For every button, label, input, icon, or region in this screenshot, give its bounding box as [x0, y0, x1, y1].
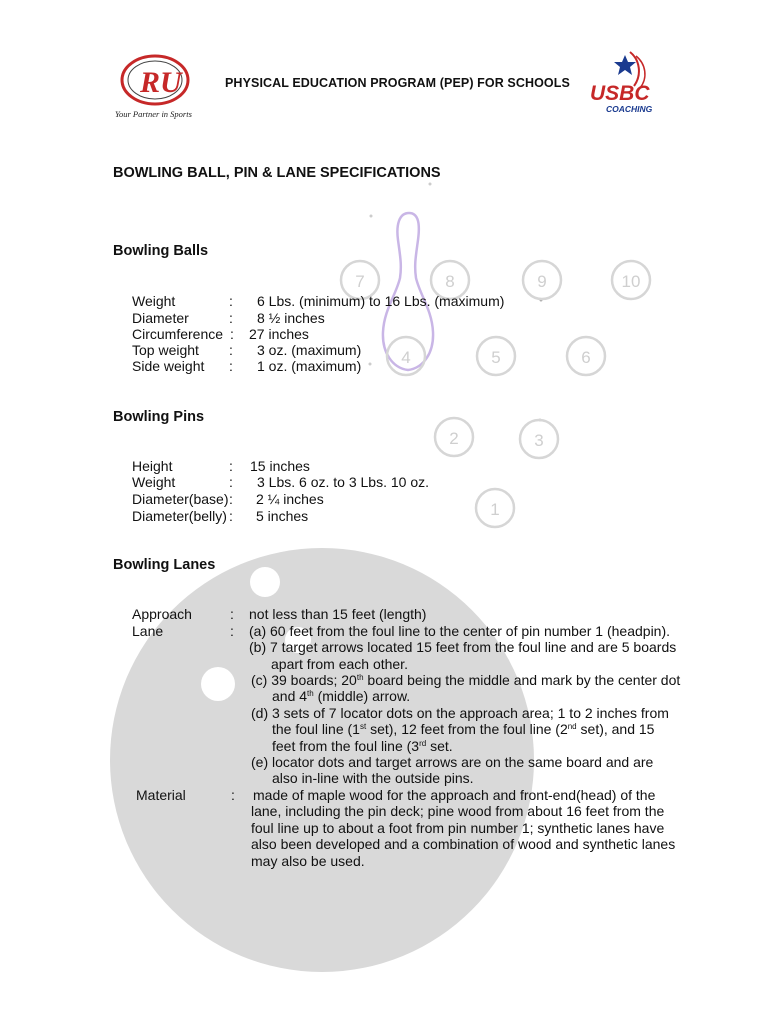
- lane-text: (c) 39 boards; 20: [251, 672, 357, 688]
- spec-value: 8 ½ inches: [257, 310, 325, 326]
- spec-value: 6 Lbs. (minimum) to 16 Lbs. (maximum): [257, 293, 505, 309]
- spec-colon: :: [229, 358, 233, 374]
- ru-logo: [115, 56, 193, 119]
- superscript: nd: [567, 722, 577, 731]
- spec-colon: :: [229, 310, 233, 326]
- pin-number: 8: [445, 272, 455, 291]
- ru-logo-text: RU: [140, 66, 182, 99]
- spec-colon: :: [230, 606, 234, 622]
- spec-label: Weight: [132, 474, 176, 490]
- document-title: BOWLING BALL, PIN & LANE SPECIFICATIONS: [113, 165, 441, 181]
- spec-colon: :: [229, 474, 233, 490]
- spec-label: Diameter: [132, 310, 189, 326]
- spec-colon: :: [229, 458, 233, 474]
- lane-spec-line: (d) 3 sets of 7 locator dots on the approach area; 1 to 2 inches from: [251, 705, 669, 721]
- lane-text: board being the middle and mark by the center dot: [363, 672, 681, 688]
- superscript: st: [359, 722, 367, 731]
- usbc-logo-sub: COACHING: [606, 104, 653, 114]
- lane-text: (middle) arrow.: [313, 688, 411, 704]
- spec-label: Material: [136, 787, 186, 803]
- spec-value: 3 Lbs. 6 oz. to 3 Lbs. 10 oz.: [257, 474, 429, 490]
- spec-colon: :: [229, 342, 233, 358]
- spec-colon: :: [230, 326, 234, 342]
- section-heading-lanes: Bowling Lanes: [113, 557, 216, 573]
- lane-spec-line: (e) locator dots and target arrows are on the same board and are: [251, 754, 654, 770]
- spec-value: 1 oz. (maximum): [257, 358, 362, 374]
- lane-text: set), and 15: [576, 721, 655, 737]
- spec-label: Circumference: [132, 326, 224, 342]
- spec-value: (a) 60 feet from the foul line to the center of pin number 1 (headpin).: [249, 623, 671, 639]
- section-heading-balls: Bowling Balls: [113, 243, 209, 259]
- lane-text: set), 12 feet from the foul line (2: [366, 721, 568, 737]
- lane-text: the foul line (1: [272, 721, 360, 737]
- spec-label: Side weight: [132, 358, 205, 374]
- spec-label: Diameter(base): [132, 491, 229, 507]
- lane-spec-line: [251, 672, 680, 688]
- pin-number: 1: [490, 500, 500, 519]
- spec-colon: :: [229, 293, 233, 309]
- ru-logo-tagline: Your Partner in Sports: [115, 109, 192, 119]
- material-line: foul line up to about a foot from pin number 1; synthetic lanes have: [251, 820, 665, 836]
- spec-label: Height: [132, 458, 173, 474]
- spec-value: 27 inches: [249, 326, 309, 342]
- lane-text: feet from the foul line (3: [272, 738, 420, 754]
- pin-number: 3: [534, 431, 544, 450]
- pin-number: 2: [449, 429, 459, 448]
- lane-spec-line: [272, 688, 410, 704]
- spec-label: Top weight: [132, 342, 199, 358]
- material-line: may also be used.: [251, 853, 365, 869]
- section-heading-pins: Bowling Pins: [113, 409, 205, 425]
- pin-number: 10: [621, 272, 641, 291]
- pin-number: 9: [537, 272, 547, 291]
- pin-number: 6: [581, 348, 591, 367]
- header-title: PHYSICAL EDUCATION PROGRAM (PEP) FOR SCHOOLS: [225, 76, 570, 90]
- spec-colon: :: [229, 508, 233, 524]
- lane-spec-line: also in-line with the outside pins.: [272, 770, 474, 786]
- spec-colon: :: [229, 491, 233, 507]
- spec-value: 3 oz. (maximum): [257, 342, 362, 358]
- pin-number: 4: [401, 348, 411, 367]
- superscript: rd: [419, 739, 427, 748]
- lane-spec-line: (b) 7 target arrows located 15 feet from the foul line and are 5 boards: [249, 639, 677, 655]
- spec-value: 2 ¼ inches: [256, 491, 324, 507]
- pin-number: 5: [491, 348, 501, 367]
- lane-text: set.: [426, 738, 453, 754]
- spec-value: 15 inches: [250, 458, 310, 474]
- material-line: lane, including the pin deck; pine wood from about 16 feet from the: [251, 803, 665, 819]
- spec-colon: :: [231, 787, 235, 803]
- superscript: th: [356, 673, 364, 682]
- lane-text: and 4: [272, 688, 308, 704]
- lane-spec-line: [272, 738, 453, 754]
- spec-label: Diameter(belly): [132, 508, 227, 524]
- spec-value: not less than 15 feet (length): [249, 606, 427, 622]
- spec-value: made of maple wood for the approach and front-end(head) of the: [253, 787, 656, 803]
- lane-spec-line: apart from each other.: [271, 656, 408, 672]
- pin-number: 7: [355, 272, 365, 291]
- spec-label: Weight: [132, 293, 176, 309]
- lane-spec-line: [272, 721, 654, 737]
- usbc-logo-text: USBC: [590, 82, 650, 105]
- spec-value: 5 inches: [256, 508, 309, 524]
- spec-colon: :: [230, 623, 234, 639]
- material-line: also been developed and a combination of wood and synthetic lanes: [251, 836, 676, 852]
- spec-label: Lane: [132, 623, 164, 639]
- spec-label: Approach: [132, 606, 192, 622]
- usbc-logo: [590, 52, 653, 114]
- superscript: th: [307, 689, 314, 698]
